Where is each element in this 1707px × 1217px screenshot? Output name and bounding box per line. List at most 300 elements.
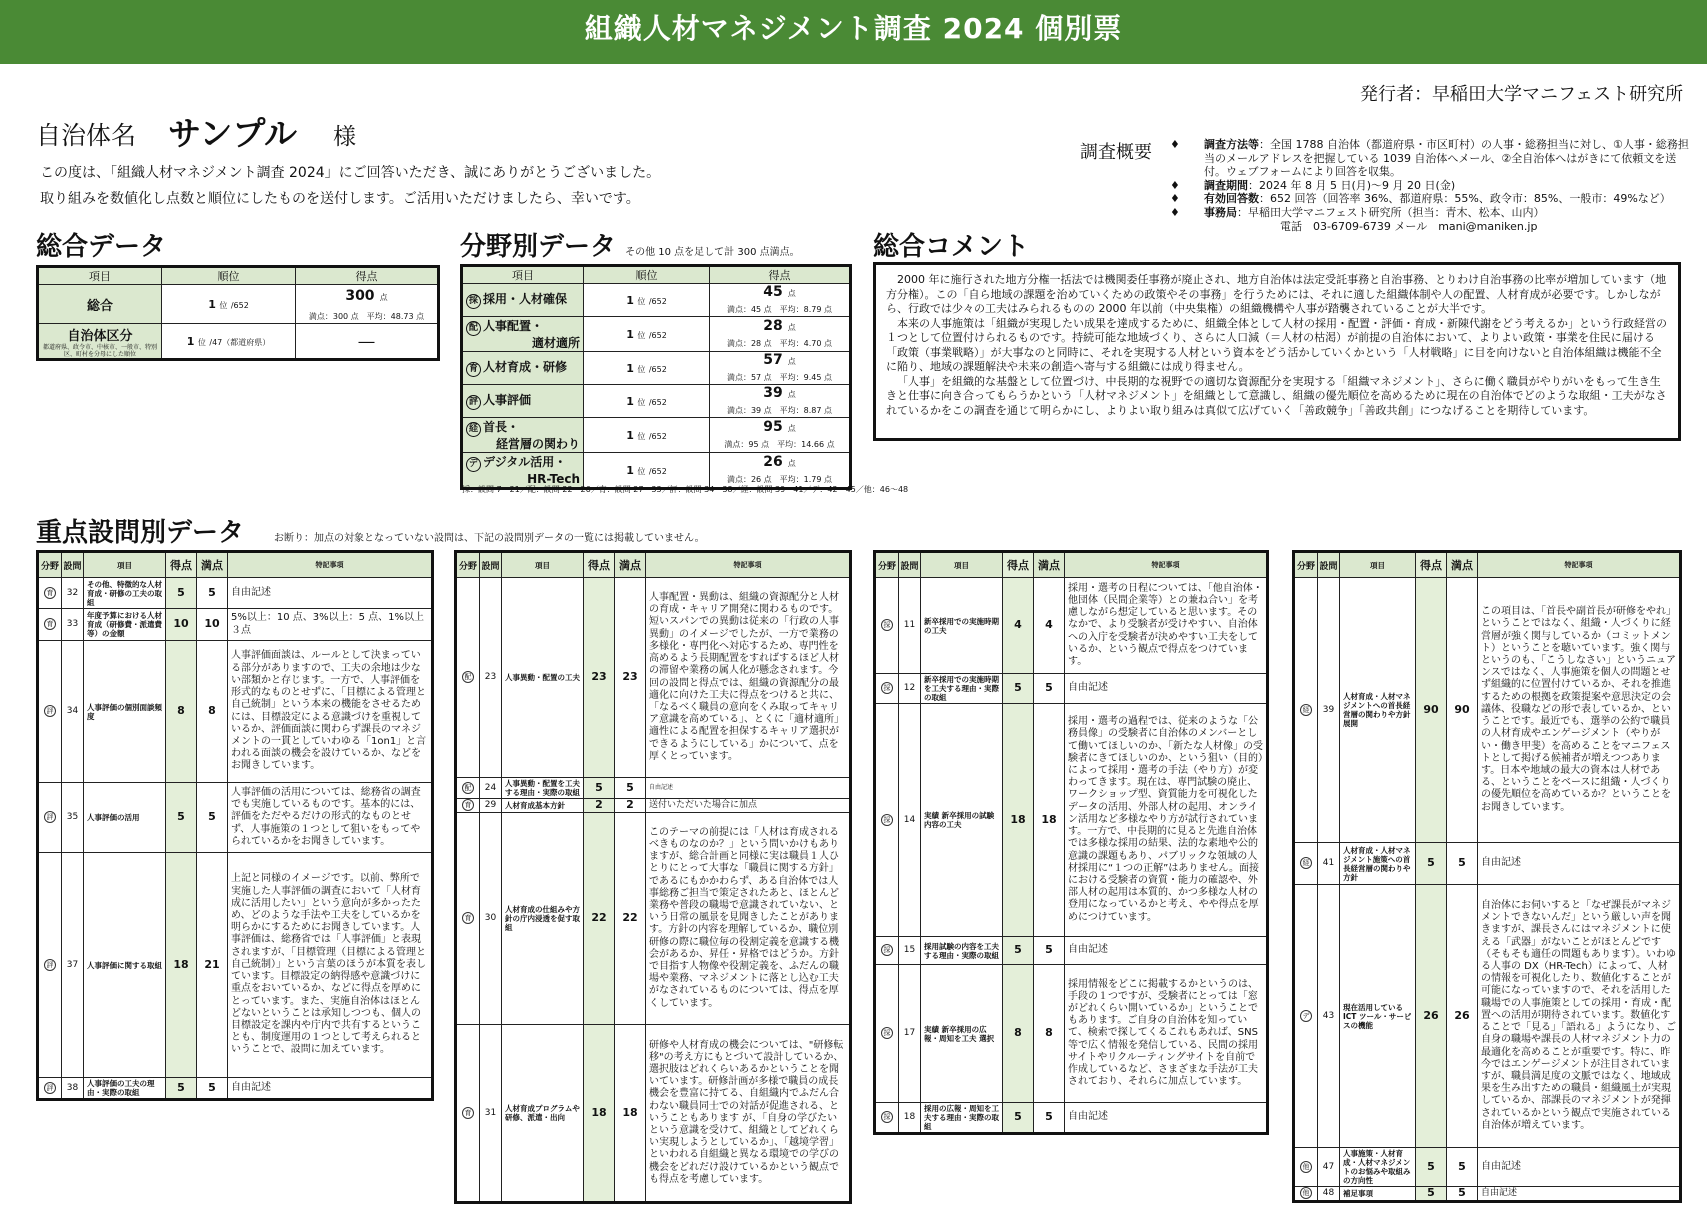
question-max: 90 [1447,578,1478,843]
key-heading-text: 重点設問別データ [36,518,245,548]
diamond-bullet-icon: ♦ [1170,205,1180,219]
question-max: 22 [615,812,646,1024]
question-max: 8 [197,641,228,783]
field-label: 人材育成・研修 [483,360,568,374]
question-number: 29 [480,799,502,813]
field-label-2: 経営層の関わり [495,437,580,451]
question-max: 5 [197,1078,228,1100]
question-row [456,1024,851,1202]
question-max: 5 [1034,674,1065,704]
field-score-cell [710,352,851,385]
field-label: 人事評価 [483,393,532,407]
field-row [462,418,851,453]
question-field-cell [456,578,480,778]
question-header-cell: 分野 [456,552,480,578]
field-score: 95 [763,419,783,435]
question-number: 14 [899,704,921,937]
question-table [873,550,1269,1135]
question-field-cell [456,812,480,1024]
field-rank-cell [584,352,710,385]
question-number: 23 [480,578,502,778]
question-field-cell [875,965,899,1103]
question-field-cell [38,578,62,609]
question-header-cell: 特記事項 [228,552,433,578]
question-score: 5 [1003,674,1034,704]
field-rank-cell [584,385,710,418]
question-note: この項目は、「首長や副首長が研修をやれ」ということではなく、組織・人づくりに経営層が強く関与しているか（コミットメント）ということを聴いています。強く関与というのも、「こうしなさい」というニュアンスではなく、人事施策を個人の問題とせず組織的に位置付けているか、それを推進するための根拠を政策提案や意思決定の会議体、役職などの形で表しているか、ということです。最近でも、選挙の公約で職員の人材育成やエンゲージメント（やりがい・働き甲斐）を高めることをマニフェストとして掲げる候補者が増えつつあります。日本や地域の最大の資本は人材である、ということをベースに組織・人づくりの優先順位を高めているか？ということをお聞きしています。 [1478,578,1681,843]
field-score-cell [710,284,851,317]
question-table-panel-1 [36,550,434,1101]
field-rank: 1 [626,394,634,408]
overview-item [1170,206,1690,220]
field-rank-cell [584,284,710,317]
question-max: 23 [615,578,646,778]
field-rank-total: /652 [648,466,667,476]
question-number: 24 [480,778,502,799]
field-badge-icon: 他 [1300,1187,1312,1199]
question-note: 自由記述 [1065,937,1268,965]
question-number: 48 [1318,1187,1340,1202]
field-score-sub: 満点：26 点 平均：1.79 点 [726,475,833,484]
question-header-cell: 満点 [1034,552,1065,578]
field-row [462,317,851,352]
question-header-cell: 分野 [1294,552,1318,578]
question-row [1294,578,1681,843]
question-header-cell: 分野 [38,552,62,578]
field-score: 57 [763,352,783,368]
field-score-sub: 満点：95 点 平均：14.66 点 [724,440,835,449]
question-header-cell: 項目 [502,552,584,578]
question-item: 人事評価の個別面談頻度 [84,641,166,783]
question-item: 実績 新卒採用の試験内容の工夫 [921,704,1003,937]
overview-key: 有効回答数 [1204,192,1259,206]
overall-score: 300 [345,288,375,304]
question-note: 採用・選考の日程については、「他自治体・他団体（民間企業等）との兼ね合い」を考慮しながら想定していると思います。そのなかで、より受験者が受けやすい、自治体への入庁を受験者が決めやすい工夫をしているか、という観点で得点をつけています。 [1065,578,1268,674]
overview-item [1170,192,1690,206]
question-item: 人事評価に関する取組 [84,853,166,1078]
field-rank: 1 [626,428,634,442]
question-field-cell [875,937,899,965]
question-header-cell: 得点 [1003,552,1034,578]
question-field-cell [456,1024,480,1202]
field-row [462,385,851,418]
question-number: 39 [1318,578,1340,843]
segment-row-label: 自治体区分 [67,328,133,344]
question-score: 8 [166,641,197,783]
segment-row-sublabel: 都道府県、政令市、中核市、一般市、特別区、町村を分母にした順位 [42,343,157,358]
question-note: 研修や人材育成の機会については、"研修転移"の考え方にもとづいて設計しているか、選択肢はどれくらいあるかということを聞いています。研修計画が多様で職員の成長機会を豊富に持てる、自組織内でふだん合わない職員同士での対話が促進される、ということもあります が、「自身の学びたいという意識を受けて、組織としてどれくらい実現しようとしているか」、「越境学習」といわれる自組織と異なる環境での学びの機会をどれだけ設けているかという観点でも得点を考慮しています。 [646,1024,851,1202]
question-item: 人材育成プログラムや研修、派遣・出向 [502,1024,584,1202]
field-score: 26 [763,454,783,470]
key-heading-note: お断り：加点の対象となっていない設問は、下記の設問別データの一覧には掲載していません。 [274,533,705,544]
question-note: 自由記述 [1065,674,1268,704]
question-item: 現在活用している ICT ツール・サービスの機能 [1340,885,1416,1148]
rank-unit: 位 [637,330,646,340]
question-score: 22 [584,812,615,1024]
field-row [462,352,851,385]
intro-line-1: この度は、「組織人材マネジメント調査 2024」にご回答いただき、誠にありがとうございました。 [40,165,661,181]
question-field-cell [875,1103,899,1134]
question-header-cell: 特記事項 [1065,552,1268,578]
question-header-cell: 得点 [166,552,197,578]
question-field-cell [38,641,62,783]
field-rank: 1 [626,463,634,477]
overview-list [1170,138,1690,233]
field-badge-icon: 育 [466,362,481,377]
field-rank-total: /652 [648,397,667,407]
question-item: 実績 新卒採用の広報・周知を工夫 選択 [921,965,1003,1103]
question-item: 人事異動・配置の工夫 [502,578,584,778]
question-table [1292,550,1682,1203]
question-note: 採用情報をどこに掲載するかというのは、手段の１つですが、受験者にとっては「窓がどれくらい開いているか」ということでもあります。ご自身の自治体を知っていて、検索で探してくるこれもあれば、SNS 等で広く情報を発信している、民間の採用サイトやリクルーティングサイトを自前で作成しているなど、さまざまな手法が工夫されており、それらに加点しています。 [1065,965,1268,1103]
question-note: 自由記述 [1478,1187,1681,1202]
field-badge-icon: 経 [1300,857,1312,869]
score-unit: 点 [787,289,796,298]
question-item: 人事評価の活用 [84,783,166,853]
question-field-cell [38,609,62,641]
question-item: 人材育成基本方針 [502,799,584,813]
question-row [875,965,1268,1103]
question-field-cell [38,853,62,1078]
question-header-cell: 設問 [1318,552,1340,578]
question-header-row [456,552,851,578]
score-unit: 点 [787,459,796,468]
overall-score-sub: 満点：300 点 平均：48.73 点 [308,312,425,321]
field-badge-icon: 評 [44,705,56,717]
overview-label: 調査概要 [1080,142,1152,163]
field-score-sub: 満点：39 点 平均：8.87 点 [726,406,833,415]
question-score: 4 [1003,578,1034,674]
question-score: 5 [1416,843,1447,885]
field-badge-icon: 配 [466,321,481,336]
field-table [460,264,852,490]
overall-header-item: 項目 [38,267,162,285]
question-number: 32 [62,578,84,609]
intro-line-2: 取り組みを数値化し点数と順位にしたものを送付します。ご活用いただけましたら、幸いです。 [40,191,640,207]
field-badge-icon: 評 [44,959,56,971]
question-number: 12 [899,674,921,704]
field-badge-icon: 経 [466,422,481,437]
overview-text: ：早稲田大学マニフェスト研究所（担当：青木、松本、山内） [1237,205,1545,219]
question-table-panel-3 [873,550,1269,1135]
question-row [875,937,1268,965]
question-field-cell [1294,1187,1318,1202]
question-header-cell: 項目 [921,552,1003,578]
question-max: 5 [615,778,646,799]
field-badge-icon: 採 [881,682,893,694]
question-max: 18 [615,1024,646,1202]
question-item: 人事評価の工夫の理由・実際の取組 [84,1078,166,1100]
diamond-bullet-icon: ♦ [1170,192,1180,206]
field-rank-cell [584,317,710,352]
segment-score: ― [296,324,439,360]
question-note: 採用・選考の過程では、従来のような「公務員像」の受験者に自治体のメンバーとして働いてほしいのか、「新たな人材像」の受験者にきてほしいのか、という狙い（目的）によって採用・選考の手法（やり方）が変わってきます。現在は、専門試験の廃止、ワークショップ型、資質能力を可視化したデータの活用、外部人材の起用、オンライン活用など多様なやり方が試行されています。一方で、中長期的に見ると先進自治体では多様な採用の結果、法的な素地や公的意識の課題もあり、パブリックな領域の人材採用に“１つの正解”はありません。面接における受験者の資質・能力の確認や、外部人材の起用は本質的、かつ多様な人材の登用になっているかと考え、やや得点を厚めにつけています。 [1065,704,1268,937]
question-item: 採用の広報・周知を工夫する理由・実際の取組 [921,1103,1003,1134]
question-item: 新卒採用での実施時期の工夫 [921,578,1003,674]
question-number: 17 [899,965,921,1103]
comment-section-heading: 総合コメント [873,232,1030,262]
overview-contact: 電話 03-6709-6739 メール mani@maniken.jp [1280,219,1538,233]
page-title-banner: 組織人材マネジメント調査 2024 個別票 [0,0,1707,64]
rank-unit: 位 [637,296,646,306]
question-field-cell [456,799,480,813]
field-badge-icon: 採 [466,294,481,309]
question-number: 35 [62,783,84,853]
field-badge-icon: デ [466,457,481,472]
overview-item [1170,179,1690,193]
question-field-cell [875,704,899,937]
question-note: 上記と同様のイメージです。以前、弊所で実施した人事評価の調査において「人材育成に活用したい」という意向が多かったため、どのような手法や工夫をしているかを明らかにするためにお聞きしています。人事評価は、総務省では「人事評価」と表現されますが、「目標管理（目標による管理と自己統制）」という言葉のほうが本質を表しています。目標設定の納得感や意識づけに重点をおいているか、などに得点を厚めにとっています。また、実施自治体はほとんどないということは承知しつつも、個人の目標設定を課内や庁内で共有するということも、制度運用の１つとして考えられるということで、設問に加えています。 [228,853,433,1078]
score-unit: 点 [787,424,796,433]
field-badge-icon: 経 [1300,704,1312,716]
question-number: 43 [1318,885,1340,1148]
question-row [875,704,1268,937]
question-score: 23 [584,578,615,778]
diamond-bullet-icon: ♦ [1170,138,1180,151]
question-header-row [38,552,433,578]
question-field-cell [456,778,480,799]
question-score: 5 [1416,1187,1447,1202]
question-header-cell: 分野 [875,552,899,578]
overview-text: ：全国 1788 自治体（都道府県・市区町村）の人事・総務担当に対し、①人事・総務担当のメールアドレスを把握している 1039 自治体へメール、②全自治体へはがきにて依頼文を送付。ウェブフォームにより回答を収集。 [1204,138,1689,179]
question-field-cell [1294,578,1318,843]
question-score: 5 [166,1078,197,1100]
overall-rank-cell [162,285,296,324]
comment-paragraph: 本来の人事施策は「組織が実現したい成果を達成するために、組織全体として人材の採用・配置・評価・育成・新陳代謝をどう考えるか」という行政経営の１つとして位置付けられるものです。持続可能な地域づくり、さらに人口減（＝人材の枯渇）が前提の自治体において、よりよい政策・事業を住民に届ける「政策（事業戦略）」が大事なのと同時に、それを実現する人材という資本をどう活かしていくかという「人材戦略」に目を向けないと自治体組織は機能不全に陥り、地域の課題解決や未来の創造へ寄与する組織には成り得ません。 [886,316,1667,373]
question-score: 5 [1416,1148,1447,1187]
question-row [456,799,851,813]
field-badge-icon: 育 [462,799,474,811]
segment-rank-cell [162,324,296,360]
field-badge-icon: 採 [881,944,893,956]
question-number: 37 [62,853,84,1078]
score-unit: 点 [379,293,388,302]
field-badge-icon: 育 [462,912,474,924]
question-note: 自由記述 [1478,843,1681,885]
question-note: 自由記述 [228,1078,433,1100]
field-badge-icon: 評 [44,1082,56,1094]
question-row [38,641,433,783]
field-rank-total: /652 [648,431,667,441]
field-section-heading [460,226,800,263]
field-score: 45 [763,284,783,300]
question-header-cell: 項目 [84,552,166,578]
field-score-cell [710,385,851,418]
question-row [38,1078,433,1100]
field-badge-icon: 育 [44,618,56,630]
question-score: 8 [1003,965,1034,1103]
overall-row-label: 総合 [38,285,162,324]
overall-comment-box [873,262,1681,441]
question-item: 人事異動・配置を工夫する理由・実際の取組 [502,778,584,799]
field-label-2: 適材適所 [531,336,580,350]
field-rank: 1 [626,327,634,341]
question-field-cell [1294,885,1318,1148]
question-row [1294,1187,1681,1202]
overview-key: 調査方法等 [1204,138,1259,151]
field-badge-icon: 育 [462,1107,474,1119]
rank-unit: 位 [637,364,646,374]
field-label-cell [462,284,584,317]
field-header-item: 項目 [462,266,584,284]
question-max: 26 [1447,885,1478,1148]
question-number: 31 [480,1024,502,1202]
field-label-cell [462,352,584,385]
field-rank-total: /652 [648,364,667,374]
question-max: 5 [197,783,228,853]
municipality-suffix: 様 [333,124,356,150]
question-table-panel-4 [1292,550,1682,1203]
question-row [38,609,433,641]
field-label-2: HR-Tech [527,472,580,486]
question-score: 5 [166,783,197,853]
municipality-name: サンプル [168,114,298,153]
question-row [38,853,433,1078]
question-item: 人材育成・人材マネジメント施策への首長経営層の関わりや方針 [1340,843,1416,885]
question-item: 人材育成の仕組みや方針の庁内浸透を促す取組 [502,812,584,1024]
field-label-cell [462,385,584,418]
question-max: 5 [1447,1148,1478,1187]
question-number: 34 [62,641,84,783]
question-row [456,778,851,799]
question-number: 30 [480,812,502,1024]
question-max: 18 [1034,704,1065,937]
question-number: 47 [1318,1148,1340,1187]
question-row [1294,1148,1681,1187]
question-note: 自由記述 [228,578,433,609]
question-header-cell: 特記事項 [1478,552,1681,578]
question-number: 41 [1318,843,1340,885]
question-note: 人事評価面談は、ルールとして決まっている部分がありますので、工夫の余地は少ない部類かと存じます。一方で、人事評価を形式的なものとせずに、「目標による管理と自己統制」という本来の機能をさせるためには、目標設定による意識づけを重視しているか、評価面談に関わらず課長のマネジメントの一貫としていわゆる「1on1」と言われる面談の機会を設けているか、などをお聞きしています。 [228,641,433,783]
question-score: 5 [166,578,197,609]
question-note: このテーマの前提には「人材は育成されるべきものなのか？」という問いかけもありますが、総合計画と同様に実は職員１人ひとりにとって大事な「職員に関する方針」であるにもかかわらず、ある自治体では人事総務ご担当で策定されたあと、ほとんど業務や普段の職場で意識されていない、という日常の風景を見聞きしたことがあります。方針の内容を理解しているか、職位別研修の際に職位毎の役割定義を意識する機会があるか、昇任・昇格ではどうか。方針で目指す人物像や役割定義を、ふだんの職場や業務、マネジメントに落とし込む工夫がなされているものについては、得点を厚くしています。 [646,812,851,1024]
question-max: 10 [197,609,228,641]
question-item: 人材育成・人材マネジメントへの首長経営層の関わりや方針展開 [1340,578,1416,843]
question-field-cell [38,783,62,853]
question-header-cell: 満点 [197,552,228,578]
comment-paragraph: 「人事」を組織的な基盤として位置づけ、中長期的な視野での適切な資源配分を実現する「組織マネジメント」、さらに働く職員がやりがいをもって生き生きと仕事に向き合ってもらうかという「人材マネジメント」を組織として意識し、組織の優先順位を高めるために現在の自治体でどのような取組・工夫がなされているかをこの調査を通じて明らかにし、よりよい取り組みは真似て広げていく「善政競争」「善政共創」につなげることを期待しています。 [886,374,1667,417]
field-score-cell [710,317,851,352]
overview-item [1170,138,1690,179]
field-badge-icon: 採 [881,814,893,826]
question-item: 採用試験の内容を工夫する理由・実際の取組 [921,937,1003,965]
question-number: 33 [62,609,84,641]
question-max: 5 [1034,1103,1065,1134]
overview-text: ：652 回答（回答率 36%、都道府県：55%、政令市：85%、一般市：49%など） [1259,192,1671,206]
question-max: 8 [1034,965,1065,1103]
field-rank: 1 [626,361,634,375]
question-row [38,578,433,609]
question-header-row [1294,552,1681,578]
question-max: 5 [1034,937,1065,965]
question-row [456,578,851,778]
question-header-cell: 得点 [1416,552,1447,578]
field-rank-total: /652 [648,330,667,340]
question-header-cell: 項目 [1340,552,1416,578]
question-max: 5 [1447,1187,1478,1202]
field-label: デジタル活用・ [483,455,567,469]
question-note: 人事評価の活用については、総務省の調査でも実施しているものです。基本的には、評価をただやるだけの形式的なものとせず、人事施策の１つとして狙いをもってやられているかをお聞きしています。 [228,783,433,853]
question-score: 2 [584,799,615,813]
question-score: 18 [166,853,197,1078]
question-score: 26 [1416,885,1447,1148]
field-rank-total: /652 [648,296,667,306]
question-item: 人事施策・人材育成・人材マネジメントのお悩みや取組みの方向性 [1340,1148,1416,1187]
key-section-heading [36,512,705,549]
overall-table [36,265,440,361]
question-score: 18 [584,1024,615,1202]
question-row [456,812,851,1024]
question-table [36,550,434,1101]
question-note: 自由記述 [646,778,851,799]
question-field-cell [1294,843,1318,885]
overall-header-rank: 順位 [162,267,296,285]
overall-header-score: 得点 [296,267,439,285]
rank-total: /47（都道府県） [209,337,271,347]
question-item: その他、特徴的な人材育成・研修の工夫の取組 [84,578,166,609]
score-unit: 点 [787,357,796,366]
field-label: 採用・人材確保 [483,292,568,306]
field-score: 28 [763,318,783,334]
question-max: 4 [1034,578,1065,674]
publisher-label: 発行者：早稲田大学マニフェスト研究所 [1360,84,1684,105]
question-header-cell: 設問 [480,552,502,578]
question-note: 人事配置・異動は、組織の資源配分と人材の育成・キャリア開発に関わるものです。短いスパンでの異動は従来の「行政の人事異動」のイメージでしたが、一方で業務の多様化・専門化へ対応するため、専門性を高めるよう長期配置をすればするほど人材の滞留や業務の属人化が懸念されます。今回の設問と得点では、組織の資源配分の最適化に向けた工夫に得点をつけると共に、「なるべく職員の意向をくみ取ってキャリア意識を高めている」、とくに「適材適所」適性による配置を担保するキャリア選択ができるようにしている」かについて、点を厚くとっています。 [646,578,851,778]
question-note: 自由記述 [1065,1103,1268,1134]
field-score-sub: 満点：45 点 平均：8.79 点 [726,305,833,314]
question-header-cell: 特記事項 [646,552,851,578]
field-rank: 1 [626,293,634,307]
question-number: 11 [899,578,921,674]
field-header-score: 得点 [710,266,851,284]
question-max: 5 [197,578,228,609]
segment-row-label-cell [38,324,162,360]
field-badge-icon: 採 [881,1027,893,1039]
question-max: 2 [615,799,646,813]
field-score-cell [710,418,851,453]
rank-unit: 位 [637,466,646,476]
question-header-cell: 設問 [62,552,84,578]
field-badge-icon: 育 [44,587,56,599]
overview-key: 調査期間 [1204,178,1248,192]
overall-score-cell [296,285,439,324]
question-note: 自治体にお伺いすると「なぜ課長がマネジメントできないんだ」という厳しい声を聞きますが、課長さんにはマネジメントに使える「武器」がないことがほとんどです（そもそも適任の問題もあります）。いわゆる人事の DX（HR-Tech）によって、人材の情報を可視化したり、数値化することが可能になっていますので、それを活用した職場での人事施策としての採用・育成・配置への活用が期待されています。数値化することで「見る」「語れる」ようになり、ご自身の職場や課長の人材マネジメント力の最適化を高めることが重要です。特に、昨今ではエンゲージメントが注目されていますが、職員満足度の文脈ではなく、地域成果を生み出すための職員・組織風土が実現しているか、部課長のマネジメントが発揮されているかという観点で実施されている自治体が増えています。 [1478,885,1681,1148]
comment-paragraph: 2000 年に施行された地方分権一括法では機関委任事務が廃止され、地方自治体は法定受託事務と自治事務、とりわけ自治事務の比率が増加しています（地方分権）。この「自ら地域の課題を治めていくための政策やその事務」を行うためには、それに適した組織体制や人の配置、人材育成が必要です。しかしながら、行政では少々の工夫はみられるものの 2000 年以前（中央集権）の組織機構や人事が踏襲されていることが大半です。 [886,273,1667,315]
field-badge-icon: 配 [462,782,474,794]
field-score: 39 [763,385,783,401]
field-heading-note: その他 10 点を足して計 300 点満点。 [625,247,800,258]
question-max: 5 [1447,843,1478,885]
question-score: 5 [584,778,615,799]
question-header-cell: 満点 [615,552,646,578]
question-row [875,674,1268,704]
question-max: 21 [197,853,228,1078]
question-row [38,783,433,853]
question-row [875,1103,1268,1134]
field-badge-icon: デ [1300,1010,1312,1022]
field-badge-icon: 採 [881,619,893,631]
question-score: 10 [166,609,197,641]
segment-rank: 1 [186,334,195,348]
rank-unit: 位 [197,337,206,347]
field-rank-cell [584,418,710,453]
question-table [454,550,852,1204]
question-table-panel-2 [454,550,852,1204]
field-badge-icon: 配 [462,671,474,683]
field-row [462,284,851,317]
field-label: 人事配置・ [483,319,544,333]
field-score-sub: 満点：57 点 平均：9.45 点 [726,373,833,382]
